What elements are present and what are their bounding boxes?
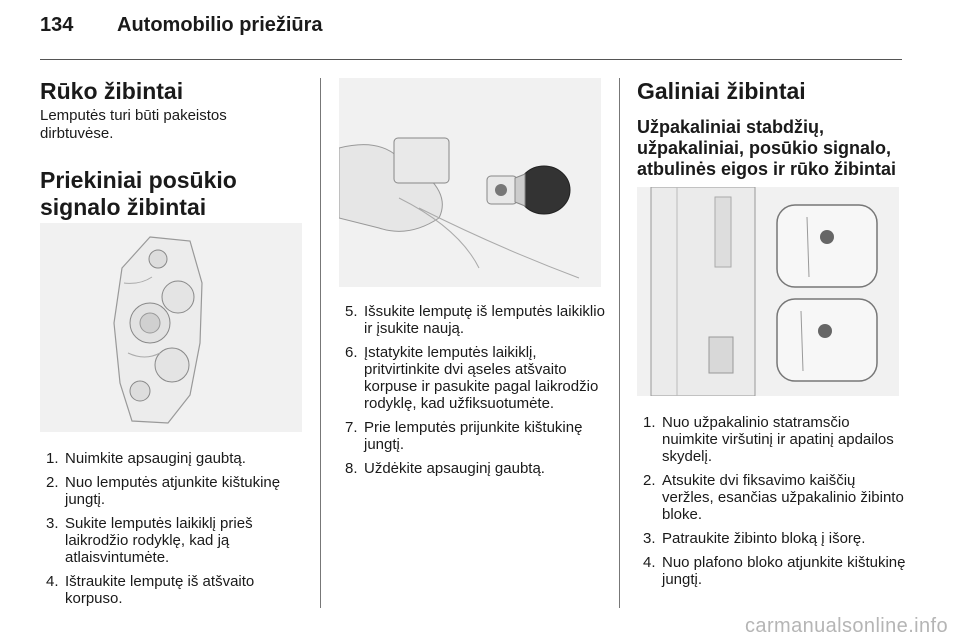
step-2: 2. Nuo lemputės atjunkite kištukinę jungtį.: [46, 474, 281, 508]
tail-lights-heading: Galiniai žibintai: [637, 78, 806, 104]
front-turn-signal-heading: Priekiniai posūkio signalo žibintai: [40, 167, 237, 220]
step-3: 3. Patraukite žibinto bloką į išorę.: [643, 530, 866, 547]
figure-bulb-holder: [339, 78, 601, 287]
fog-lights-heading: Rūko žibintai: [40, 78, 184, 104]
steps-list-3: [637, 414, 909, 595]
rear-lamp-illustration: [637, 187, 899, 396]
watermark: carmanualsonline.info: [745, 615, 948, 637]
column-divider-2: [619, 78, 620, 608]
step-1: 1. Nuimkite apsauginį gaubtą.: [46, 450, 246, 467]
step-1: 1. Nuo užpakalinio statramsčio nuimkite viršutinį ir apatinį apdailos skydelį.: [643, 414, 894, 465]
step-4: 4. Ištraukite lemputę iš atšvaito korpuso.: [46, 573, 255, 607]
step-3: 3. Sukite lemputės laikiklį prieš laikrodžio rodyklę, kad ją atlaisvintumėte.: [46, 515, 253, 566]
column-divider-1: [320, 78, 321, 608]
front-lamp-illustration: [40, 223, 302, 432]
step-5: 5. Išsukite lemputę iš lemputės laikiklio ir įsukite naują.: [345, 303, 605, 337]
step-6: 6. Įstatykite lemputės laikiklį, pritvirtinkite dvi ąseles atšvaito korpuse ir pasukite pagal laikrodžio rodyklę, kad užfiksuotumėte.: [345, 344, 599, 412]
figure-front-lamp: [40, 223, 302, 432]
column-1: [40, 78, 310, 221]
step-2: 2. Atsukite dvi fiksavimo kaiščių veržles, esančias užpakalinio žibinto bloke.: [643, 472, 904, 523]
steps-list-1: [40, 450, 312, 614]
figure-rear-lamp: [637, 187, 899, 396]
step-8: 8. Uždėkite apsauginį gaubtą.: [345, 460, 545, 477]
page-title: Automobilio priežiūra: [117, 14, 323, 36]
step-4: 4. Nuo plafono bloko atjunkite kištukinę jungtį.: [643, 554, 906, 588]
step-7: 7. Prie lemputės prijunkite kištukinę jungtį.: [345, 419, 583, 453]
header-divider: [40, 59, 902, 60]
tail-lights-subheading: Užpakaliniai stabdžių, užpakaliniai, posūkio signalo, atbulinės eigos ir rūko žibintai: [637, 117, 897, 179]
fog-lights-note: Lemputės turi būti pakeistos dirbtuvėse.: [40, 107, 227, 142]
page-number: 134: [40, 14, 74, 36]
bulb-holder-illustration: [339, 78, 601, 287]
column-3: [637, 78, 907, 180]
steps-list-2: [339, 303, 611, 484]
